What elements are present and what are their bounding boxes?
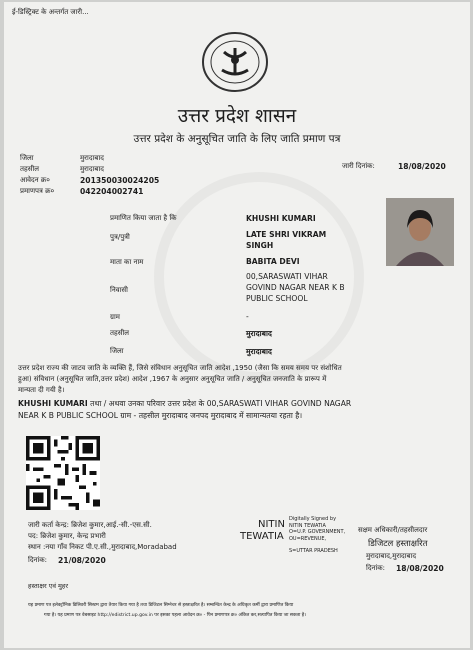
govt-title: उत्तर प्रदेश शासन	[177, 105, 297, 127]
body-tehsil-label: तहसील	[110, 329, 129, 337]
certify-label: प्रमाणित किया जाता है कि	[110, 214, 177, 222]
footer-line2: गया है। यह प्रमाण पत्र वेबसाइट http://edistrict.up.gov.in पर इसका पहला आवेदन क्र० - पिन प्रमाणपत्र क्र० अंकित कर,सत्यापित किया जा सकता है।	[44, 613, 306, 618]
para1-line1: उत्तर प्रदेश राज्य की जाटव जाति के व्यक्ति हैं, जिसे संविधान अनुसूचित जाति आदेश ,1950 (जैसा कि समय समय पर संशोधित	[18, 364, 342, 372]
digital-sig-line3: O=U.P. GOVERNMENT,	[289, 529, 346, 535]
officer-line1: सक्षम अधिकारी/तहसीलदार	[358, 526, 428, 534]
issuer-date-value: 21/08/2020	[58, 556, 106, 565]
issuer-line1: जारी कर्ता केन्द्र: ब्रिजेश कुमार,आई.-सी.-एस.सी.	[28, 521, 152, 529]
body-tehsil-value: मुरादाबाद	[246, 329, 272, 338]
issuer-date-label: दिनांक:	[28, 556, 47, 564]
qr-code	[26, 436, 100, 510]
application-no-label: आवेदन क्र०	[20, 176, 50, 184]
para1-line2: हुआ) संविधान (अनुसूचित जाति,उत्तर प्रदेश) आदेश ,1967 के अनुसार अनुसूचित जाति / अनुसूचित जनजाति के प्रारूप में	[18, 375, 327, 383]
digital-signature-details	[289, 516, 345, 555]
applicant-photo	[386, 198, 454, 266]
certificate-no-label: प्रमाणपत्र क्र०	[20, 187, 55, 195]
officer-line2: डिजिटल हस्ताक्षरित	[368, 539, 428, 549]
para2-name: KHUSHI KUMARI	[18, 399, 88, 408]
certificate-page	[4, 2, 470, 648]
signature-stamp-note: हस्ताक्षर एवं मुहर	[28, 582, 69, 590]
digital-sig-line4: OU=REVENUE,	[289, 535, 327, 542]
certificate-title: उत्तर प्रदेश के अनुसूचित जाति के लिए जाति प्रमाण पत्र	[133, 133, 341, 145]
para1-line3: मान्यता दी गयी है।	[18, 386, 65, 394]
father-label: पुत्र/पुत्री	[110, 233, 130, 241]
tehsil-label: तहसील	[20, 165, 39, 173]
officer-date-label: दिनांक:	[366, 564, 385, 572]
district-label: जिला	[20, 154, 34, 162]
certificate-no-value: 042204002741	[80, 187, 144, 196]
officer-date-value: 18/08/2020	[396, 564, 444, 573]
address-line3: PUBLIC SCHOOL	[246, 294, 308, 303]
signer-name-line1: NITIN	[258, 519, 285, 530]
body-district-label: जिला	[110, 347, 124, 355]
issuer-line3: स्थान :नया गाँव निकट पी.ए.सी.,मुरादाबाद,Moradabad	[28, 543, 177, 551]
mother-label: माता का नाम	[110, 258, 144, 266]
mother-name: BABITA DEVI	[246, 257, 300, 266]
para2-line1-text: तथा / अथवा उनका परिवार उत्तर प्रदेश के 00,SARASWATI VIHAR GOVIND NAGAR	[87, 399, 352, 408]
address-line1: 00,SARASWATI VIHAR	[246, 272, 328, 281]
address-label: निवासी	[110, 286, 128, 294]
applicant-name: KHUSHI KUMARI	[246, 214, 316, 223]
issuer-line2: पद: ब्रिजेश कुमार, केन्द्र प्रभारी	[28, 532, 106, 540]
digital-sig-line5: S=UTTAR PRADESH	[289, 548, 338, 554]
digital-sig-line2: NITIN TEWATIA	[289, 522, 326, 529]
header-note: ई-डिस्ट्रिक्ट के अन्तर्गत जारी...	[12, 8, 89, 16]
issue-date-label: जारी दिनांक:	[342, 162, 375, 170]
body-district-value: मुरादाबाद	[246, 347, 272, 356]
tehsil-value: मुरादाबाद	[80, 165, 104, 173]
address-line2: GOVIND NAGAR NEAR K B	[246, 283, 345, 292]
father-name-line2: SINGH	[246, 241, 274, 250]
father-name-line1: LATE SHRI VIKRAM	[246, 230, 327, 239]
application-no-value: 201350030024205	[80, 176, 160, 185]
village-value: -	[246, 312, 249, 321]
up-government-seal-icon	[200, 30, 270, 94]
village-label: ग्राम	[110, 313, 120, 321]
para2-line1	[18, 399, 351, 409]
district-value: मुरादाबाद	[80, 154, 104, 162]
officer-line3: मुरादाबाद,मुरादाबाद	[366, 552, 417, 560]
signer-name-line2: TEWATIA	[240, 531, 284, 542]
digital-sig-line1: Digitally Signed by	[289, 516, 337, 522]
footer-line1: यह प्रमाण पत्र इलेक्ट्रॉनिक डिलिवरी सिस्टम द्वारा तैयार किया गया है तथा डिजिटल सिग्नेचर से हस्ताक्षरित है। सम्बन्धित केन्द्र के अधिकृत कर्मी द्वारा प्रमाणित किया	[28, 603, 294, 608]
para2-line2: NEAR K B PUBLIC SCHOOL ग्राम - तहसील मुरादाबाद जनपद मुरादाबाद में सामान्यतया रहता है।	[18, 411, 303, 420]
issue-date-value: 18/08/2020	[398, 162, 446, 171]
